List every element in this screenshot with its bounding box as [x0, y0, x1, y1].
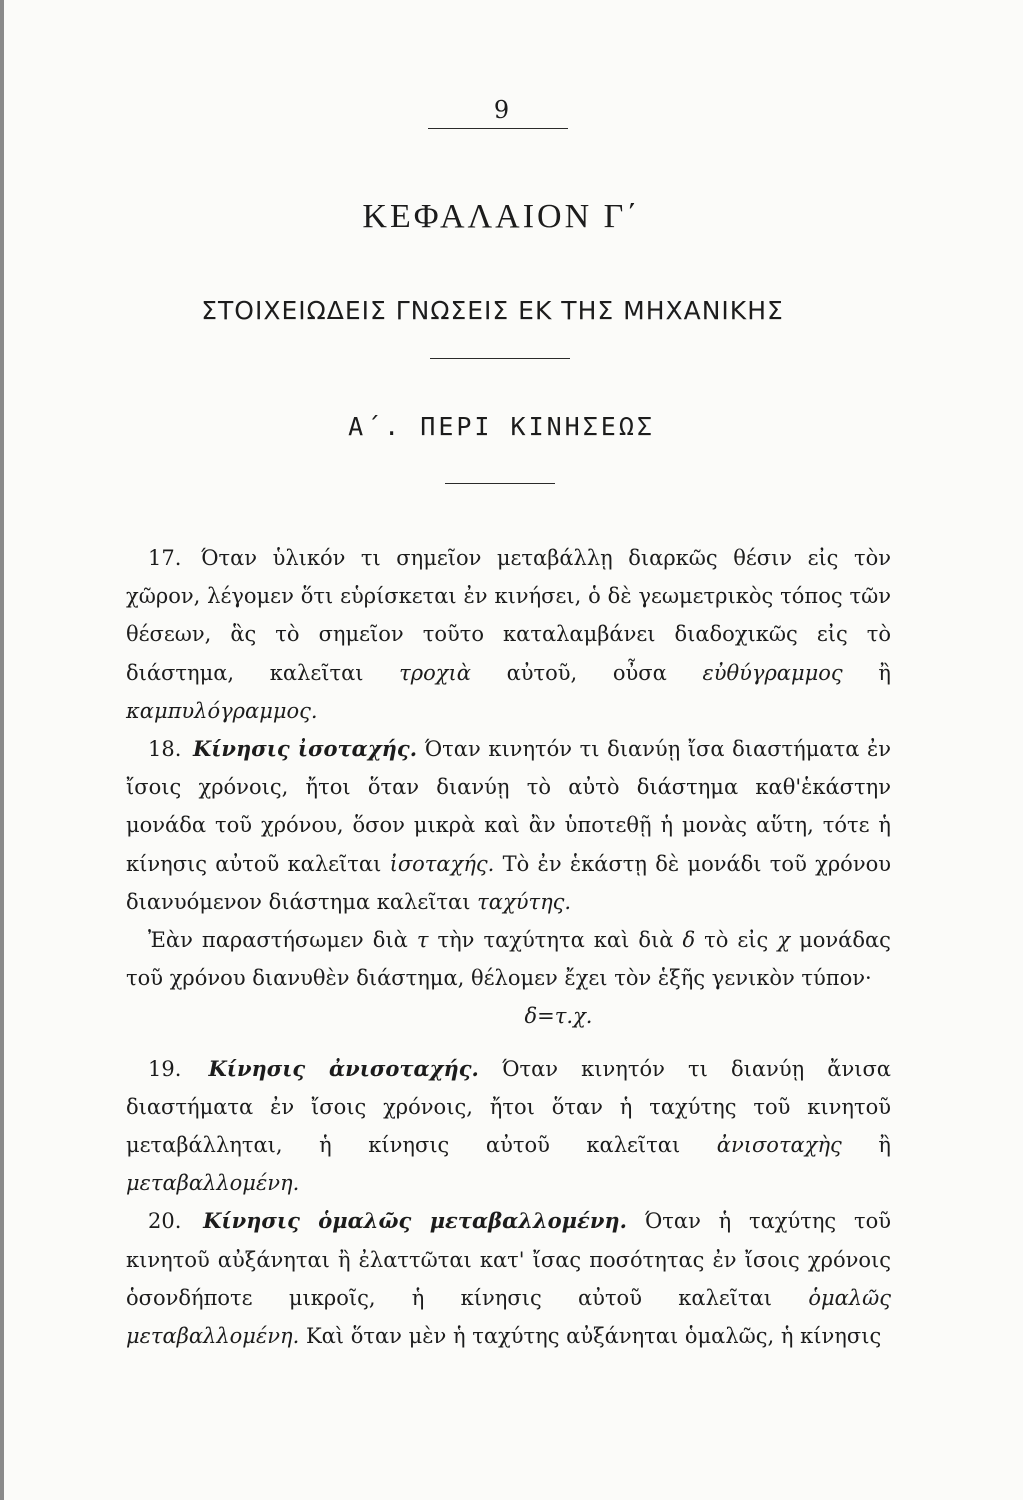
- term: ἀνισοταχὴς: [716, 1133, 842, 1158]
- paragraph-number: 17.: [148, 546, 182, 570]
- paragraph-heading: Κίνησις ὁμαλῶς μεταβαλλομένη.: [203, 1208, 627, 1234]
- paragraph-number: 19.: [148, 1056, 182, 1081]
- paragraph-18: 18. Κίνησις ἰσοταχής. Όταν κινητόν τι διανύῃ ἴσα διαστήματα ἐν ἴσοις χρόνοις, ἤτοι ὅταν διανύῃ τὸ αὐτὸ διάστημα καθ'ἑκάστην μονάδα τοῦ χρόνου, ὅσον μικρὰ καὶ ἂν ὑποτεθῇ ἡ μονὰς αὕτη, τότε ἡ κίνησις αὐτοῦ καλεῖται ἰσοταχής. Τὸ ἐν ἑκάστῃ δὲ μονάδι τοῦ χρόνου διανυόμενον διάστημα καλεῖται ταχύτης.: [126, 736, 891, 914]
- term: καμπυλόγραμμος.: [126, 698, 318, 723]
- paragraph-19: 19. Κίνησις ἀνισοταχής. Όταν κινητόν τι διανύῃ ἄνισα διαστήματα ἐν ἴσοις χρόνοις, ἤτοι ὅταν ἡ ταχύτης τοῦ κινητοῦ μεταβάλληται, ἡ κίνησις αὐτοῦ καλεῖται ἀνισοταχὴς ἢ μεταβαλλομένη.: [126, 1055, 891, 1196]
- term: μεταβαλλομένη.: [126, 1171, 300, 1196]
- paragraph-number: 18.: [148, 737, 182, 762]
- paragraph-18-formula-intro: Ἐὰν παραστήσωμεν διὰ τ τὴν ταχύτητα καὶ διὰ δ τὸ εἰς χ μονάδας τοῦ χρόνου διανυθὲν διάστημα, θέλομεν ἔχει τὸν ἑξῆς γενικὸν τύπον·: [126, 928, 891, 991]
- formula: δ=τ.χ.: [524, 1004, 593, 1029]
- body-text: [126, 539, 891, 1355]
- term: ἰσοταχής.: [389, 851, 495, 876]
- section-title: ΣΤΟΙΧΕΙΩΔΕΙΣ ΓΝΩΣΕΙΣ ΕΚ ΤΗΣ ΜΗΧΑΝΙΚΗΣ: [201, 296, 784, 325]
- rule-under-section-title: [430, 358, 570, 359]
- rule-under-subsection-title: [445, 483, 555, 484]
- paragraph-heading: Κίνησις ἀνισοταχής.: [208, 1055, 479, 1081]
- term: ὁμαλῶς μεταβαλλομένη.: [126, 1285, 891, 1349]
- page-number: 9: [493, 96, 510, 124]
- term: τροχιὰ: [399, 660, 471, 685]
- rule-under-page-number: [428, 128, 568, 129]
- paragraph-20: 20. Κίνησις ὁμαλῶς μεταβαλλομένη. Όταν ἡ ταχύτης τοῦ κινητοῦ αὐξάνηται ἢ ἐλαττῶται κατ' ἴσας ποσότητας ἐν ἴσοις χρόνοις ὁσονδήποτε μικροῖς, ἡ κίνησις αὐτοῦ καλεῖται ὁμαλῶς μεταβαλλομένη. Καὶ ὅταν μὲν ἡ ταχύτης αὐξάνηται ὁμαλῶς, ἡ κίνησις: [126, 1208, 891, 1349]
- term: ταχύτης.: [477, 889, 572, 914]
- variable: δ: [682, 928, 696, 953]
- chapter-title: ΚΕΦΑΛΑΙΟΝ Γ΄: [362, 198, 641, 235]
- variable: τ: [416, 928, 429, 953]
- variable: χ: [777, 928, 791, 953]
- paragraph-heading: Κίνησις ἰσοταχής.: [193, 736, 418, 762]
- subsection-title: Α΄. ΠΕΡΙ ΚΙΝΗΣΕΩΣ: [348, 412, 655, 441]
- paragraph-number: 20.: [148, 1209, 182, 1234]
- term: εὐθύγραμμος: [702, 660, 843, 685]
- paragraph-17: 17. Όταν ὑλικόν τι σημεῖον μεταβάλλῃ διαρκῶς θέσιν εἰς τὸν χῶρον, λέγομεν ὅτι εὑρίσκεται ἐν κινήσει, ὁ δὲ γεωμετρικὸς τόπος τῶν θέσεων, ἃς τὸ σημεῖον τοῦτο καταλαμβάνει διαδοχικῶς εἰς τὸ διάστημα, καλεῖται τροχιὰ αὐτοῦ, οὖσα εὐθύγραμμος ἢ καμπυλόγραμμος.: [126, 546, 891, 723]
